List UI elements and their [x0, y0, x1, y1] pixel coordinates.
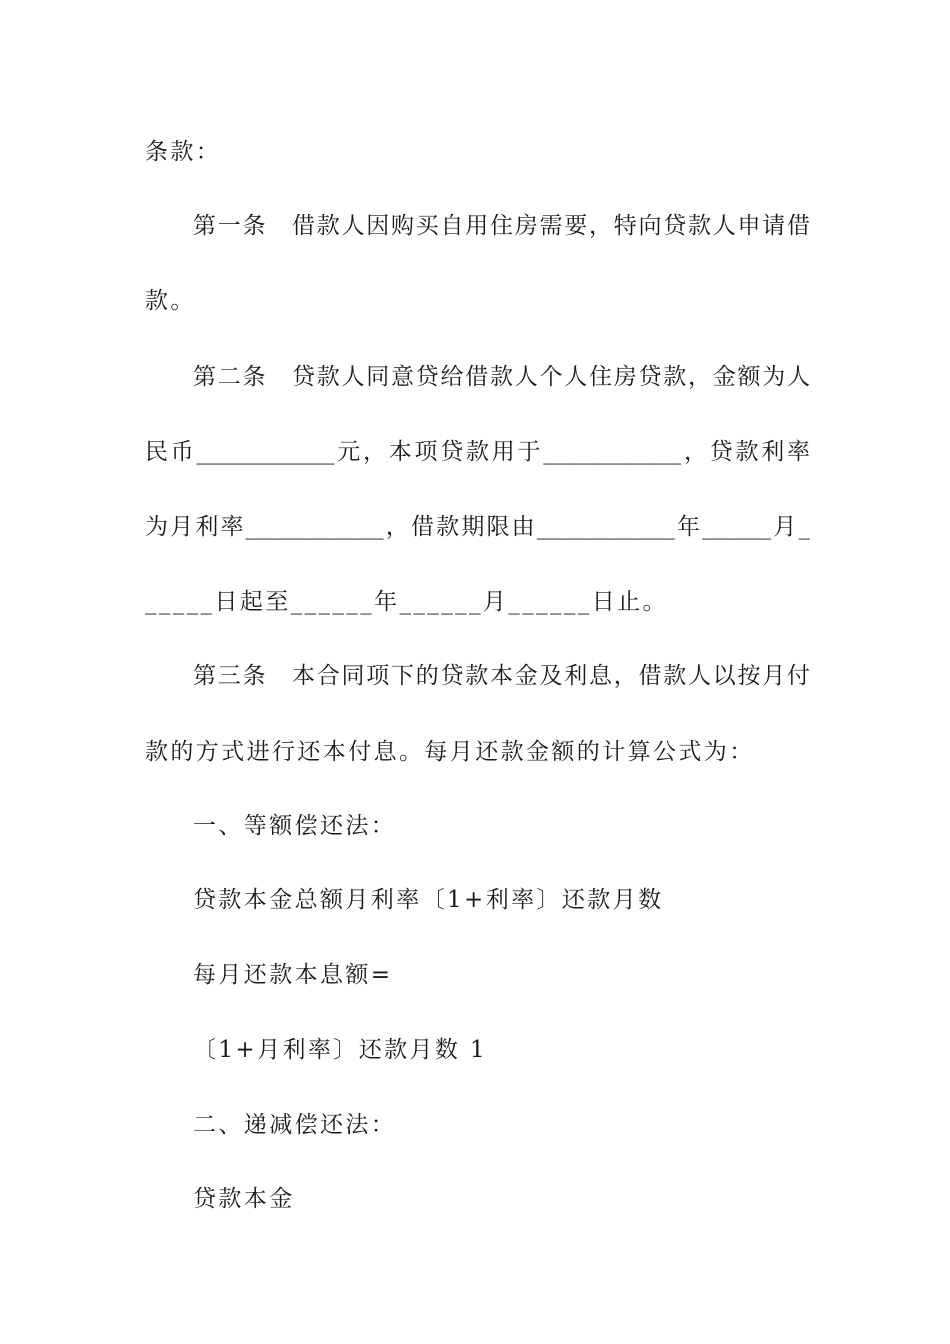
- text-line-article-3: 第三条 本合同项下的贷款本金及利息，借款人以按月付: [193, 663, 810, 689]
- text-line-article-2-term: _____日起至______年______月______日止。: [145, 589, 668, 615]
- text-line-method-1-label: 每月还款本息额=: [193, 962, 393, 988]
- text-line-article-2-rate: 为月利率____________，借款期限由____________年______月_: [145, 514, 810, 540]
- text-line-article-2: 第二条 贷款人同意贷给借款人个人住房贷款，金额为人: [193, 364, 810, 390]
- text-line-method-2-principal: 贷款本金: [193, 1186, 295, 1212]
- text-line-clauses-heading: 条款：: [145, 139, 222, 165]
- text-line-method-2-heading: 二、递减偿还法：: [193, 1112, 397, 1138]
- text-line-method-1-denominator: 〔1+月利率〕还款月数 1: [193, 1037, 488, 1063]
- text-line-article-1-cont: 款。: [145, 288, 196, 314]
- text-line-method-1-numerator: 贷款本金总额月利率〔1+利率〕还款月数: [193, 887, 664, 913]
- text-line-article-3-cont: 款的方式进行还本付息。每月还款金额的计算公式为：: [145, 739, 755, 765]
- text-line-article-1: 第一条 借款人因购买自用住房需要，特向贷款人申请借: [193, 213, 810, 239]
- text-line-method-1-heading: 一、等额偿还法：: [193, 813, 397, 839]
- text-line-article-2-amount: 民币____________元，本项贷款用于____________，贷款利率: [145, 439, 810, 465]
